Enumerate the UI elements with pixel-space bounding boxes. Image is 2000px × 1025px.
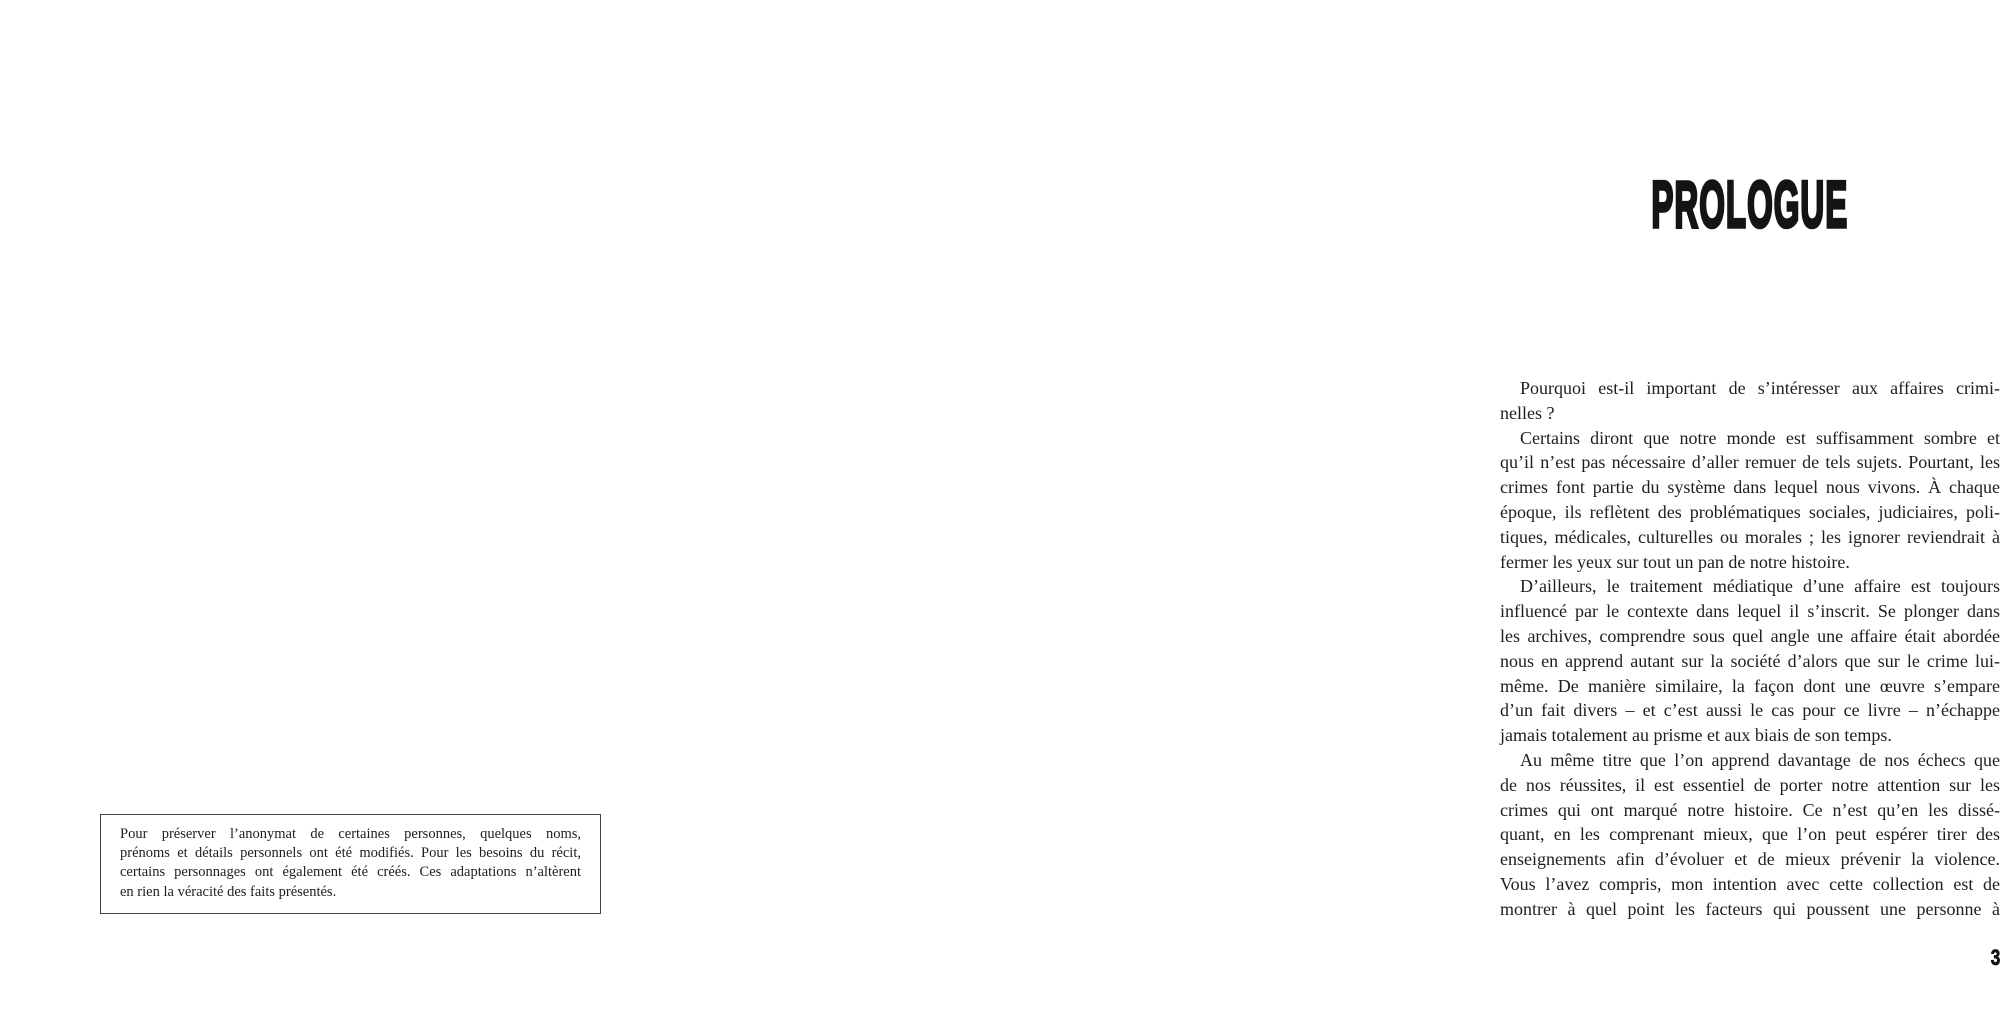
text-line: même. De manière similaire, la façon dont une œuvre s’empare [1500,675,2000,696]
page-number [1500,946,2000,970]
text-line: montrer à quel point les facteurs qui poussent une personne à [1500,898,2000,919]
text-line: enseignements afin d’évoluer et de mieux prévenir la violence. [1500,849,2000,870]
text-line: jamais totalement au prisme et aux biais de son temps. [1500,725,1892,746]
text-line: Certains diront que notre monde est suffisamment sombre et [1520,427,2000,448]
text-line: Au même titre que l’on apprend davantage de nos échecs que [1520,749,2000,770]
text-line: d’un fait divers – et c’est aussi le cas pour ce livre – n’échappe [1500,700,2000,721]
right-page [700,0,2000,1025]
text-line: influencé par le contexte dans lequel il s’inscrit. Se plonger dans [1500,601,2000,622]
text-line: D’ailleurs, le traitement médiatique d’une affaire est toujours [1520,576,2000,597]
text-line: tiques, médicales, culturelles ou morales ; les ignorer reviendrait à [1500,526,2000,547]
text-line: crimes font partie du système dans lequel nous vivons. À chaque [1500,477,2000,498]
text-line: qu’il n’est pas nécessaire d’aller remuer de tels sujets. Pourtant, les [1500,452,2000,473]
chapter-title [1500,160,2000,248]
text-line: de nos réussites, il est essentiel de porter notre attention sur les [1500,774,2000,795]
paragraph [1500,748,2000,922]
text-line: Vous l’avez compris, mon intention avec cette collection est de [1500,873,2000,894]
disclaimer-text [120,825,581,902]
text-line: nelles ? [1500,402,1555,423]
text-line: nous en apprend autant sur la société d’alors que sur le crime lui- [1500,650,2000,671]
paragraph [1500,376,2000,426]
paragraph [1500,426,2000,575]
text-line: quant, en les comprenant mieux, que l’on peut espérer tirer des [1500,824,2000,845]
page-number-text: 3 [1990,945,2000,970]
text-line: Pourquoi est-il important de s’intéresser aux affaires crimi- [1520,378,2000,398]
text-line: époque, ils reflètent des problématiques sociales, judiciaires, poli- [1500,501,2000,522]
text-line: fermer les yeux sur tout un pan de notre histoire. [1500,551,1850,572]
left-page [0,0,700,1025]
paragraph [1500,574,2000,748]
text-line: en rien la véracité des faits présentés. [120,883,337,900]
text-line: prénoms et détails personnels ont été modifiés. Pour les besoins du récit, [120,845,581,862]
text-line: certains personnages ont également été créés. Ces adaptations n’altèrent [120,864,581,881]
text-line: crimes qui ont marqué notre histoire. Ce n’est qu’en les dissé- [1500,799,2000,820]
disclaimer-box [100,814,601,914]
text-line: Pour préserver l’anonymat de certaines personnes, quelques noms, [120,826,581,842]
chapter-title-text: PROLOGUE [1651,167,1849,241]
text-line: les archives, comprendre sous quel angle une affaire était abordée [1500,625,2000,646]
body-text [1500,376,2000,922]
